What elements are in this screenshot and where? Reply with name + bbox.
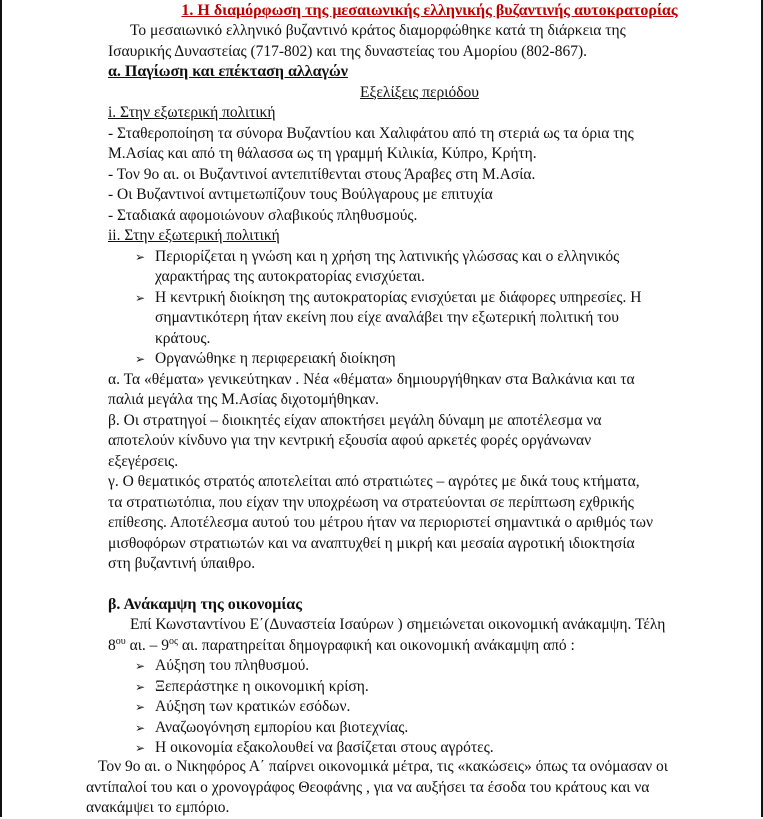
- text-span: 8: [108, 636, 116, 654]
- text-line: παλιά μεγάλα της Μ.Ασίας διχοτομήθηκαν.: [108, 391, 379, 408]
- list-item: [108, 349, 731, 370]
- text-line: - Οι Βυζαντινοί αντιμετωπίζουν τους Βούλγαρους με επιτυχία: [108, 186, 493, 203]
- document-body: [108, 0, 731, 759]
- text-line: Οργανώθηκε η περιφερειακή διοίκηση: [155, 350, 396, 367]
- text-line: στη βυζαντινή ύπαιθρο.: [108, 555, 256, 572]
- superscript: ος: [169, 635, 178, 647]
- text-span: αι. – 9: [125, 636, 169, 654]
- text-line: αντίπαλοί του και ο χρονογράφος Θεοφάνης , για να αυξήσει τα έσοδα του κράτους και να: [86, 778, 650, 796]
- text-line: [108, 636, 731, 657]
- text-span: αι. παρατηρείται δημογραφική και οικονομική ανάκαμψη από :: [177, 636, 575, 654]
- list-item: [108, 656, 731, 677]
- intro-line: Το μεσαιωνικό ελληνικό βυζαντινό κράτος διαμορφώθηκε κατά τη διάρκεια της: [130, 22, 626, 39]
- text-line: Η οικονομία εξακολουθεί να βασίζεται στους αγρότες.: [155, 739, 494, 756]
- arrow-bullet-icon: ➢: [135, 352, 146, 366]
- external-policy-heading: i. Στην εξωτερική πολιτική: [108, 104, 276, 121]
- internal-policy-heading: ii. Στην εξωτερική πολιτική: [108, 227, 280, 244]
- list-item: [108, 288, 731, 350]
- arrow-bullet-icon: ➢: [135, 290, 146, 305]
- text-line: μισθοφόρων στρατιωτών και να αναπτυχθεί η μικρή και μεσαία αγροτική ιδιοκτησία: [108, 534, 635, 552]
- text-line: επίθεσης. Αποτέλεσμα αυτού του μέτρου ήταν να περιοριστεί σημαντικά ο αριθμός των: [108, 514, 653, 531]
- text-line: - Σταθεροποίηση τα σύνορα Βυζαντίου και Χαλιφάτου από τη στεριά ως τα όρια της: [108, 124, 634, 142]
- text-line: Μ.Ασίας και από τη θάλασσα ως τη γραμμή Κιλικία, Κύπρο, Κρήτη.: [108, 145, 537, 162]
- text-line: [108, 165, 731, 186]
- text-line: εξεγέρσεις.: [108, 452, 179, 470]
- text-line: β. Οι στρατηγοί – διοικητές είχαν αποκτήσει μεγάλη δύναμη με αποτέλεσμα να: [108, 411, 602, 429]
- text-line: α. Τα «θέματα» γενικεύτηκαν . Νέα «θέματα» δημιουργήθηκαν στα Βαλκάνια και τα: [108, 370, 635, 388]
- text-line: Επί Κωνσταντίνου Ε΄(Δυναστεία Ισαύρων ) σημειώνεται οικονομική ανάκαμψη. Τέλη: [130, 616, 666, 633]
- text-line: κράτους.: [155, 329, 211, 347]
- text-line: Η κεντρική διοίκηση της αυτοκρατορίας ενισχύεται με διάφορες υπηρεσίες. Η: [155, 288, 642, 306]
- text-line: Αναζωογόνηση εμπορίου και βιοτεχνίας.: [155, 718, 409, 736]
- arrow-bullet-icon: ➢: [135, 659, 146, 673]
- list-item: [108, 247, 731, 288]
- text-line: Αύξηση των κρατικών εσόδων.: [155, 698, 351, 715]
- arrow-bullet-icon: ➢: [135, 741, 146, 755]
- subheading-a: α. Παγίωση και επέκταση αλλαγών: [108, 63, 348, 80]
- text-line: τα στρατιωτόπια, που είχαν την υποχρέωση να στρατεύονται σε περίπτωση εχθρικής: [108, 493, 634, 511]
- text-line: Αύξηση του πληθυσμού.: [155, 657, 310, 674]
- superscript: ου: [115, 635, 126, 647]
- developments-title: Εξελίξεις περιόδου: [360, 83, 479, 101]
- spacer: [108, 575, 731, 595]
- text-line: σημαντικότερη ήταν εκείνη που είχε αναλάβει την εξωτερική πολιτική του: [155, 309, 619, 326]
- list-item: [108, 718, 731, 739]
- text-line: Τον 9ο αι. ο Νικηφόρος Α΄ παίρνει οικονομικά μέτρα, τις «κακώσεις» όπως τα ονόμασαν οι: [98, 758, 668, 775]
- list-item: [108, 677, 731, 698]
- arrow-bullet-icon: ➢: [135, 679, 146, 694]
- subheading-b: β. Ανάκαμψη της οικονομίας: [108, 595, 302, 613]
- section-heading: 1. Η διαμόρφωση της μεσαιωνικής ελληνικής βυζαντινής αυτοκρατορίας: [181, 2, 678, 19]
- closing-paragraph: [86, 757, 731, 819]
- text-line: αποτελούν κίνδυνο για την κεντρική εξουσία αφού αρκετές φορές οργάνωναν: [108, 432, 592, 449]
- text-line: - Σταδιακά αφομοιώνουν σλαβικούς πληθυσμούς.: [108, 206, 418, 224]
- arrow-bullet-icon: ➢: [135, 700, 146, 714]
- text-line: Περιορίζεται η γνώση και η χρήση της λατινικής γλώσσας και ο ελληνικός: [155, 247, 620, 265]
- text-line: χαρακτήρας της αυτοκρατορίας ενισχύεται.: [155, 268, 425, 285]
- text-span: - Τον 9ο αι. οι Βυζαντινοί αντεπιτίθενται στους Άραβες στη Μ.Ασία.: [108, 165, 536, 183]
- list-item: [108, 697, 731, 718]
- arrow-bullet-icon: ➢: [135, 249, 146, 264]
- text-line: ανακάμψει το εμπόριο.: [86, 799, 230, 816]
- intro-line: Ισαυρικής Δυναστείας (717-802) και της δυναστείας του Αμορίου (802-867).: [108, 42, 588, 60]
- text-line: Ξεπεράστηκε η οικονομική κρίση.: [155, 677, 369, 695]
- text-line: γ. Ο θεματικός στρατός αποτελείται από στρατιώτες – αγρότες με δικά τους κτήματα,: [108, 473, 640, 490]
- arrow-bullet-icon: ➢: [135, 720, 146, 735]
- list-item: [108, 738, 731, 759]
